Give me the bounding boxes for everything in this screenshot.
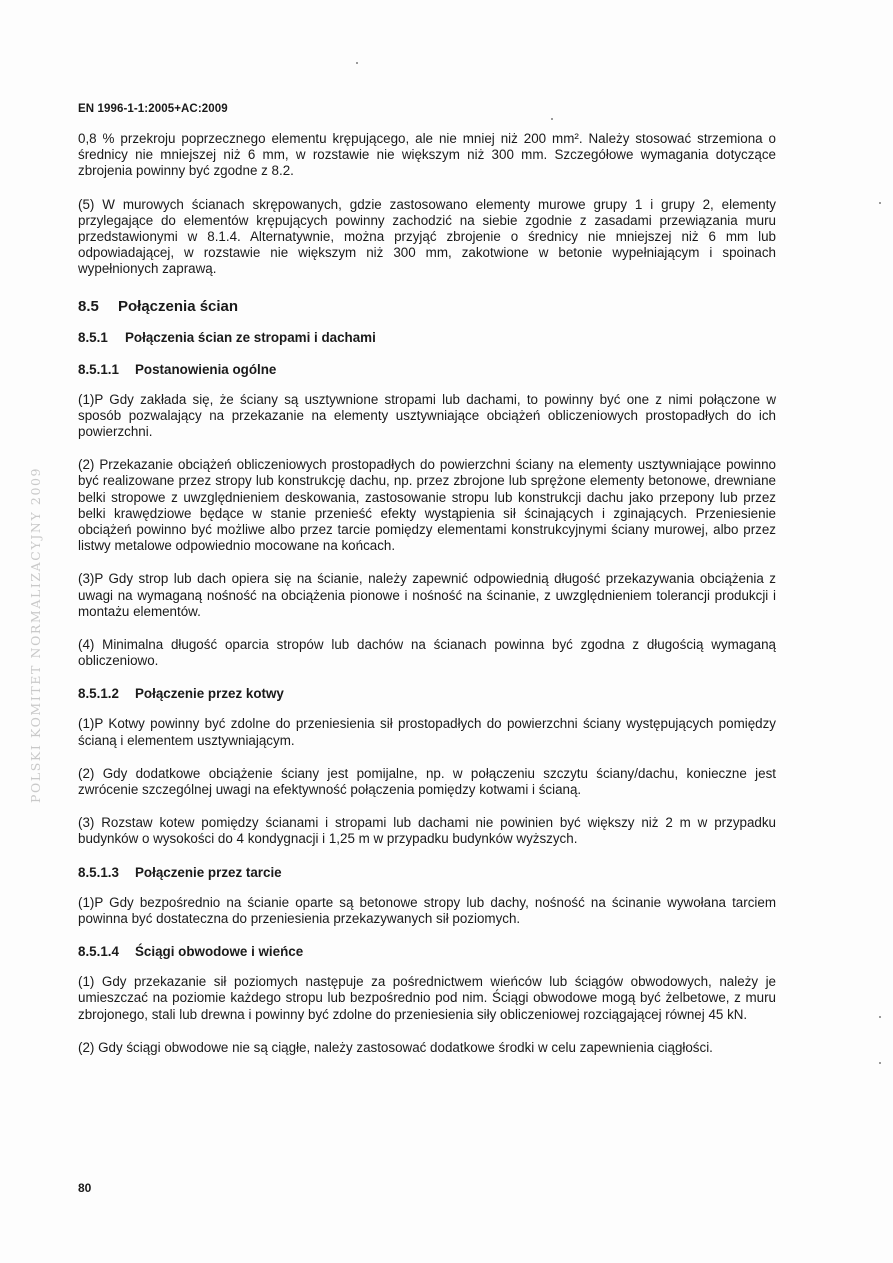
paragraph-continuation: 0,8 % przekroju poprzecznego elementu krępującego, ale nie mniej niż 200 mm². Należy stosować strzemiona o średnicy nie mniejszej niż 6 mm, w rozstawie nie większym niż 300 mm. Szczegółowe wymagania dotyczące zbrojenia powinny być zgodne z 8.2. <box>78 131 776 179</box>
paragraph-8-5-1-1-3: (3)P Gdy strop lub dach opiera się na ścianie, należy zapewnić odpowiednią długość przekazywania obciążenia z uwagi na wymaganą nośność na obciążenia pionowe i nośność na ścinanie, z uwzględnieniem tolerancji produkcji i montażu elementów. <box>78 571 776 619</box>
section-heading-8-5 <box>78 298 776 316</box>
section-title: Połączenia ścian ze stropami i dachami <box>125 329 376 345</box>
section-heading-8-5-1 <box>78 330 776 346</box>
paragraph-8-5-1-2-2: (2) Gdy dodatkowe obciążenie ściany jest pomijalne, np. w połączeniu szczytu ściany/dachu, konieczne jest zwrócenie szczególnej uwagi na efektywność połączenia pomiędzy kotwami i ścianą. <box>78 765 776 798</box>
page-number: 80 <box>78 1181 92 1195</box>
section-heading-8-5-1-3 <box>78 865 776 881</box>
paragraph-8-5-1-1-4: (4) Minimalna długość oparcia stropów lub dachów na ścianach powinna być zgodna z długością wymaganą obliczeniowo. <box>78 637 776 669</box>
section-number: 8.5.1 <box>78 329 108 345</box>
paragraph-8-5-1-4-2: (2) Gdy ściągi obwodowe nie są ciągłe, należy zastosować dodatkowe środki w celu zapewnienia ciągłości. <box>78 1039 713 1055</box>
paragraph-8-5-1-1-2: (2) Przekazanie obciążeń obliczeniowych prostopadłych do powierzchni ściany na elementy usztywniające powinno być realizowane przez stropy lub konstrukcję dachu, np. przez zbrojone lub sprężone elementy betonowe, drewniane belki stropowe z uwzględnieniem deskowania, zastosowanie stropu lub konstrukcji dachu jako przepony lub przez belki krawędziowe będące w stanie przenieść efekty wystąpienia sił ścinających i zginających. Przeniesienie obciążeń powinno być możliwe albo przez tarcie pomiędzy elementami konstrukcyjnymi ściany murowej, albo przez listwy metalowe odpowiednio mocowane na końcach. <box>78 457 776 554</box>
paragraph-5: (5) W murowych ścianach skrępowanych, gdzie zastosowano elementy murowe grupy 1 i grupy 2, elementy przylegające do elementów krępujących powinny zachodzić na siebie zgodnie z zasadami przewiązania muru przedstawionymi w 8.1.4. Alternatywnie, można przyjąć zbrojenie o średnicy nie mniejszej niż 6 mm lub odpowiadającej, w rozstawie nie większym niż 300 mm, zakotwione w betonie wypełniającym i spoinach wypełnionych zaprawą. <box>78 196 776 277</box>
watermark-text: POLSKI KOMITET NORMALIZACYJNY 2009 <box>28 466 43 804</box>
scan-speck <box>879 1062 881 1064</box>
section-title: Połączenie przez tarcie <box>135 864 282 880</box>
paragraph-8-5-1-2-1: (1)P Kotwy powinny być zdolne do przeniesienia sił prostopadłych do powierzchni ściany występujących pomiędzy ścianą i elementem usztywniającym. <box>78 716 776 748</box>
section-title: Połączenia ścian <box>118 297 239 315</box>
scan-speck <box>356 62 358 64</box>
paragraph-8-5-1-3-1: (1)P Gdy bezpośrednio na ścianie oparte są betonowe stropy lub dachy, nośność na ścinanie wywołana tarciem powinna być dostateczna do przeniesienia przekazywanych sił poziomych. <box>78 894 776 926</box>
section-heading-8-5-1-4 <box>78 944 776 960</box>
section-heading-8-5-1-1 <box>78 362 776 378</box>
paragraph-8-5-1-1-1: (1)P Gdy zakłada się, że ściany są usztywnione stropami lub dachami, to powinny być one z nimi połączone w sposób pozwalający na przekazanie na elementy usztywniające obciążeń obliczeniowych prostopadłych do ich powierzchni. <box>78 391 776 440</box>
section-number: 8.5.1.2 <box>78 686 119 702</box>
scan-speck <box>879 202 881 204</box>
section-number: 8.5.1.3 <box>78 864 119 880</box>
section-number: 8.5 <box>78 297 99 315</box>
section-title: Postanowienia ogólne <box>135 361 277 377</box>
document-header-code: EN 1996-1-1:2005+AC:2009 <box>78 103 228 115</box>
section-title: Ściągi obwodowe i wieńce <box>135 944 304 960</box>
scan-speck <box>551 118 553 120</box>
section-number: 8.5.1.1 <box>78 361 119 377</box>
scan-speck <box>879 1016 881 1018</box>
paragraph-8-5-1-4-1: (1) Gdy przekazanie sił poziomych następuje za pośrednictwem wieńców lub ściągów obwodowych, należy je umieszczać na poziomie każdego stropu lub bezpośrednio pod nim. Ściągi obwodowe mogą być żelbetowe, z muru zbrojonego, stali lub drewna i powinny być zdolne do przeniesienia siły obliczeniowej rozciągającej równej 45 kN. <box>78 974 776 1022</box>
document-body <box>78 131 776 1073</box>
section-number: 8.5.1.4 <box>78 944 119 960</box>
section-title: Połączenie przez kotwy <box>135 686 284 702</box>
section-heading-8-5-1-2 <box>78 686 776 702</box>
paragraph-8-5-1-2-3: (3) Rozstaw kotew pomiędzy ścianami i stropami lub dachami nie powinien być większy niż 2 m w przypadku budynków o wysokości do 4 kondygnacji i 1,25 m w przypadku budynków wyższych. <box>78 815 776 847</box>
